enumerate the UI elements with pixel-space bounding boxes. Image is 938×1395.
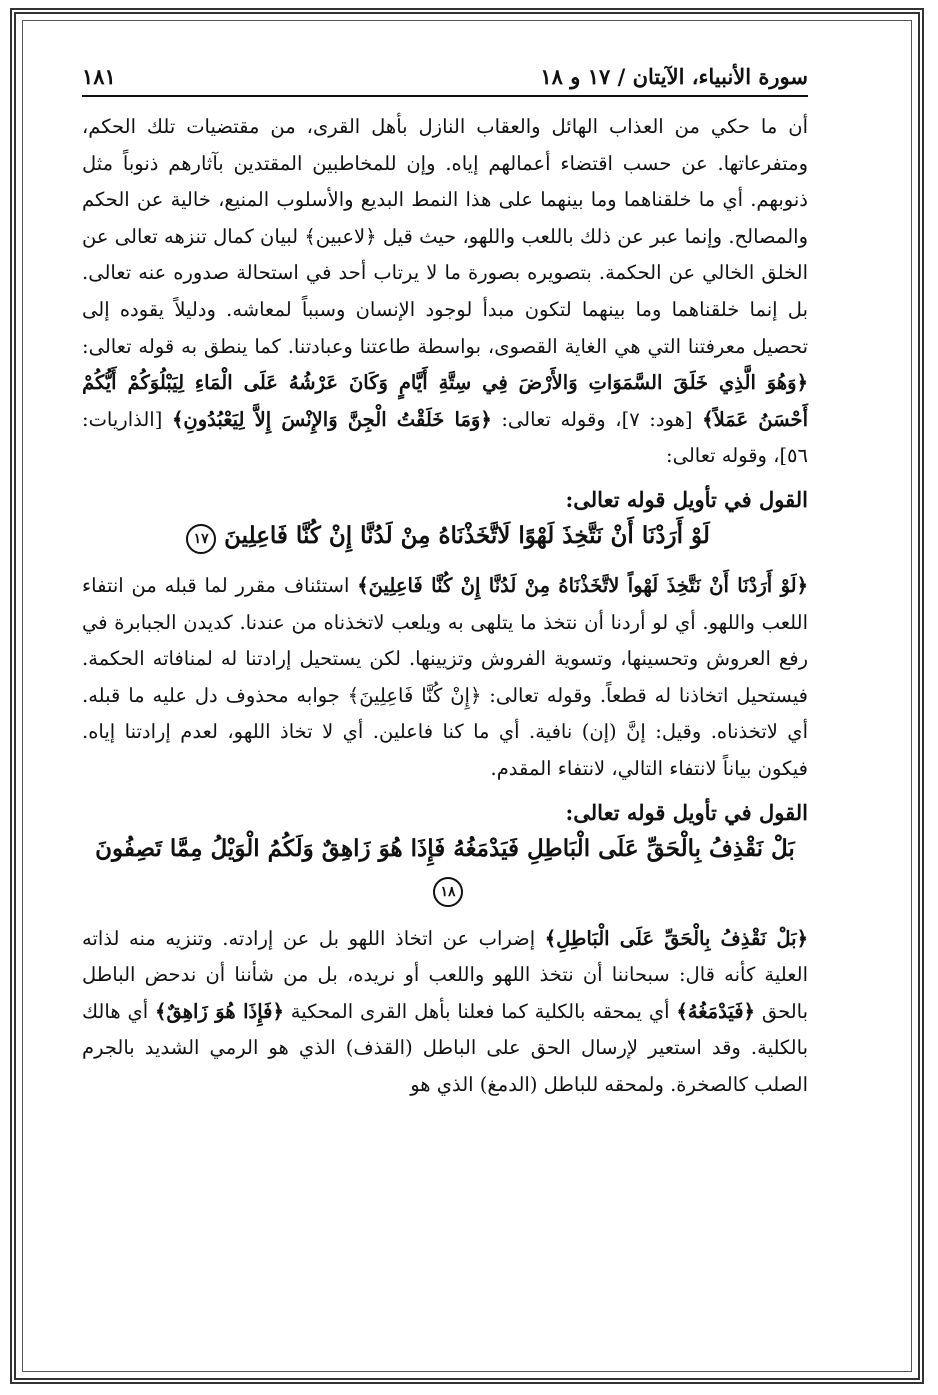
paragraph-2-text: استئناف مقرر لما قبله من انتفاء اللعب واللهو. أي لو أردنا أن نتخذ ما يتلهى به ويلعب لاتخذناه من عندنا. كديدن الجبابرة في رفع العروش وتحسينها، وتسوية الفروش وتزيينها. لكن يستحيل إرادتنا له لمنافاته الحكمة. فيستحيل اتخاذنا له قطعاً. وقوله تعالى: ﴿إِنْ كُنَّا فَاعِلِينَ﴾ جوابه محذوف دل عليه ما قبله. أي لاتخذناه. وقيل: إنَّ (إن) نافية. أي ما كنا فاعلين. أي لا تخاذ اللهو، لعدم إرادتنا إياه. فيكون بياناً لانتفاء التالي، لانتفاء المقدم. (82, 573, 808, 780)
page-number: ١٨١ (82, 64, 116, 89)
quran-quote: ﴿فَإِذَا هُوَ زَاهِقٌ﴾ (155, 999, 284, 1023)
paragraph-3 (82, 921, 808, 1104)
page-content (82, 64, 808, 1103)
section-heading: القول في تأويل قوله تعالى: (565, 799, 808, 825)
paragraph-3-text: أي هالك بالكلية. وقد استعير لإرسال الحق على الباطل (القذف) الذي هو الرمي الشديد بالجرم الصلب كالصخرة. ولمحقه للباطل (الدمغ) الذي هو (82, 999, 808, 1096)
paragraph-2 (82, 568, 808, 788)
ayah-text: لَوْ أَرَدْنَا أَنْ نَتَّخِذَ لَهْوًا لَاتَّخَذْنَاهُ مِنْ لَدُنَّا إِنْ كُنَّا فَاعِلِينَ (224, 521, 710, 549)
quran-quote: ﴿لَوْ أَرَدْنَا أَنْ نَتَّخِذَ لَهْواً لاتَّخَذْنَاهُ مِنْ لَدُنَّا إِنْ كُنَّا فَاعِلِينَ﴾ (357, 573, 809, 597)
quran-quote: ﴿فَيَدْمَغُهُ﴾ (676, 999, 755, 1023)
paragraph-3-text: أي يمحقه بالكلية كما فعلنا بأهل القرى المحكية (290, 999, 670, 1023)
paragraph-1 (82, 109, 808, 475)
paragraph-1-text: أن ما حكي من العذاب الهائل والعقاب النازل بأهل القرى، من مقتضيات تلك الحكم، ومتفرعاتها. عن حسب اقتضاء أعمالهم إياه. وإن للمخاطبين المقتدين بآثارهم ذنوباً مثل ذنوبهم. أي ما خلقناهما وما بينهما على هذا النمط البديع والأسلوب المنيع، خالية عن الحكم والمصالح. وإنما عبر عن ذلك باللعب واللهو، حيث قيل ﴿لاعبين﴾ لبيان كمال تنزهه تعالى عن الخلق الخالي عن الحكمة. بتصويره بصورة ما لا يرتاب أحد في استحالة صدوره عنه تعالى. بل إنما خلقناهما وما بينهما لتكون مبدأ لوجود الإنسان وسبباً لمعاشه. ودليلاً يقوده إلى تحصيل معرفتنا التي هي الغاية القصوى، بواسطة طاعتنا وعبادتنا. كما ينطق به قوله تعالى: (82, 115, 808, 358)
surah-title: سورة الأنبياء، الآيتان / ١٧ و ١٨ (540, 64, 808, 89)
header-rule (82, 95, 808, 97)
ayah-17 (82, 516, 808, 556)
quran-quote: ﴿وَهُوَ الَّذِي خَلَقَ السَّمَوَاتِ وَالأَرْضَ فِي سِتَّةِ أَيَّامٍ وَكَانَ عَرْشُهُ عَلَى الْمَاءِ لِيَبْلُوَكُمْ أَيُّكُمْ أَحْسَنُ عَمَلاً﴾ (82, 371, 809, 431)
ayah-18 (82, 829, 808, 909)
section-heading: القول في تأويل قوله تعالى: (565, 486, 808, 512)
citation: [الذاريات: ٥٦]، وقوله تعالى: (82, 407, 808, 468)
paragraph-3-text: إضراب عن اتخاذ اللهو بل عن إرادته. وتنزيه منه لذاته العلية كأنه قال: سبحاننا أن نتخذ اللهو واللعب أو نريده، بل من شأننا أن ندحض الباطل بالحق (82, 926, 809, 1023)
quran-quote: ﴿وَمَا خَلَقْتُ الْجِنَّ وَالإِنْسَ إِلاَّ لِيَعْبُدُونِ﴾ (171, 407, 492, 431)
ayah-text: بَلْ نَقْذِفُ بِالْحَقِّ عَلَى الْبَاطِلِ فَيَدْمَغُهُ فَإِذَا هُوَ زَاهِقٌ وَلَكُمُ الْوَيْلُ مِمَّا تَصِفُونَ (95, 834, 795, 862)
quran-quote: ﴿بَلْ نَقْذِفُ بِالْحَقِّ عَلَى الْبَاطِلِ﴾ (544, 926, 809, 950)
page-header (82, 64, 808, 95)
ayah-number-badge: ١٧ (186, 524, 216, 554)
ayah-number-badge: ١٨ (433, 877, 463, 907)
citation: [هود: ٧]، وقوله تعالى: (501, 407, 693, 431)
